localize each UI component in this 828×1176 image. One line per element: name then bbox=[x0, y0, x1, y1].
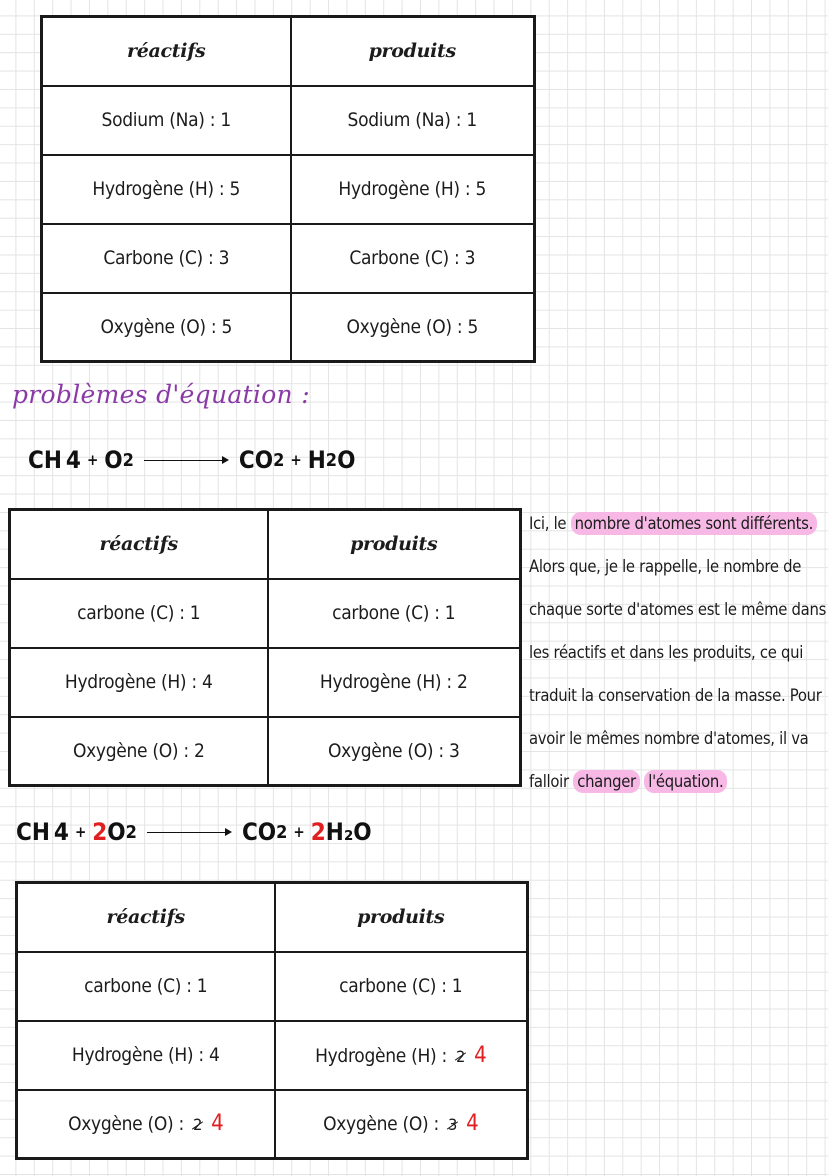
formula-sub: 2 bbox=[125, 821, 137, 843]
plus-sign: + bbox=[74, 823, 87, 841]
corrected-value: 4 bbox=[211, 1111, 224, 1137]
equation-unbalanced bbox=[28, 446, 355, 474]
table-cell: Oxygène (O) : 5 bbox=[291, 293, 535, 362]
cell-label: Hydrogène (H) : bbox=[315, 1044, 447, 1067]
highlight-equation: l'équation. bbox=[644, 770, 727, 793]
formula-sub: 2 bbox=[273, 449, 285, 471]
table-cell: Sodium (Na) : 1 bbox=[291, 86, 535, 155]
formula-o: O bbox=[337, 446, 356, 474]
table-cell: Hydrogène (H) : 5 bbox=[42, 155, 291, 224]
coefficient-h2o: 2 bbox=[310, 818, 326, 846]
table-cell: Oxygène (O) : 3 bbox=[268, 717, 521, 786]
formula-sub: 4 bbox=[53, 818, 69, 846]
table-cell: Carbone (C) : 3 bbox=[291, 224, 535, 293]
table-cell: Oxygène (O) : 5 bbox=[42, 293, 291, 362]
table-cell: carbone (C) : 1 bbox=[10, 579, 268, 648]
table-cell-corrected bbox=[275, 1090, 528, 1159]
table-cell: Carbone (C) : 3 bbox=[42, 224, 291, 293]
header-produits: produits bbox=[275, 883, 528, 952]
formula-h: H bbox=[307, 446, 326, 474]
formula-co: CO bbox=[241, 818, 277, 846]
formula-o: O bbox=[107, 818, 126, 846]
cell-label: Oxygène (O) : bbox=[323, 1113, 439, 1136]
crossed-out-value: 2 bbox=[193, 1115, 202, 1135]
plus-sign: + bbox=[86, 451, 99, 469]
table-cell: carbone (C) : 1 bbox=[275, 952, 528, 1021]
table-cell: Sodium (Na) : 1 bbox=[42, 86, 291, 155]
header-produits: produits bbox=[291, 17, 535, 86]
cell-label: Oxygène (O) : bbox=[68, 1113, 184, 1136]
formula-sub: 2 bbox=[325, 449, 338, 471]
header-reactifs: réactifs bbox=[17, 883, 275, 952]
plus-sign: + bbox=[293, 823, 305, 841]
crossed-out-value: 2 bbox=[456, 1046, 465, 1066]
highlight-atoms-different: nombre d'atomes sont différents. bbox=[571, 512, 817, 535]
table-cell: Hydrogène (H) : 4 bbox=[10, 648, 268, 717]
formula-ch: CH bbox=[28, 446, 62, 474]
header-produits: produits bbox=[268, 510, 521, 579]
table-cell: Hydrogène (H) : 2 bbox=[268, 648, 521, 717]
formula-co: CO bbox=[238, 446, 274, 474]
table-cell: carbone (C) : 1 bbox=[17, 952, 275, 1021]
formula-ch: CH bbox=[16, 818, 50, 846]
atom-count-table-2 bbox=[8, 508, 522, 787]
header-reactifs: réactifs bbox=[42, 17, 291, 86]
corrected-value: 4 bbox=[474, 1042, 487, 1068]
atom-count-table-3 bbox=[15, 881, 529, 1160]
header-reactifs: réactifs bbox=[10, 510, 268, 579]
plus-sign: + bbox=[290, 451, 302, 469]
section-title: problèmes d'équation : bbox=[12, 380, 310, 409]
table-cell: Hydrogène (H) : 5 bbox=[291, 155, 535, 224]
table-cell-corrected bbox=[275, 1021, 528, 1090]
formula-h2o: H₂O bbox=[325, 818, 372, 846]
crossed-out-value: 3 bbox=[448, 1115, 457, 1135]
table-cell-corrected bbox=[17, 1090, 275, 1159]
explanation-text: Alors que, je le rappelle, le nombre de chaque sorte d'atomes est le même dans les réactifs et dans les produits, ce qui traduit la conservation de la masse. Pour avoir le mêmes nombre d'atomes, il va falloir bbox=[529, 557, 827, 791]
coefficient-o2: 2 bbox=[92, 818, 108, 846]
corrected-value: 4 bbox=[466, 1111, 479, 1137]
equation-balanced bbox=[16, 818, 372, 846]
reaction-arrow bbox=[144, 456, 229, 464]
reaction-arrow bbox=[147, 828, 232, 836]
formula-sub: 2 bbox=[122, 449, 134, 471]
formula-sub: 4 bbox=[65, 446, 81, 474]
table-cell: carbone (C) : 1 bbox=[268, 579, 521, 648]
formula-o: O bbox=[104, 446, 123, 474]
formula-sub: 2 bbox=[276, 821, 288, 843]
explanation-paragraph bbox=[529, 502, 828, 803]
highlight-changer: changer bbox=[573, 770, 640, 793]
table-cell: Hydrogène (H) : 4 bbox=[17, 1021, 275, 1090]
atom-count-table-1 bbox=[40, 15, 536, 363]
table-cell: Oxygène (O) : 2 bbox=[10, 717, 268, 786]
explanation-text: Ici, le bbox=[529, 514, 567, 533]
